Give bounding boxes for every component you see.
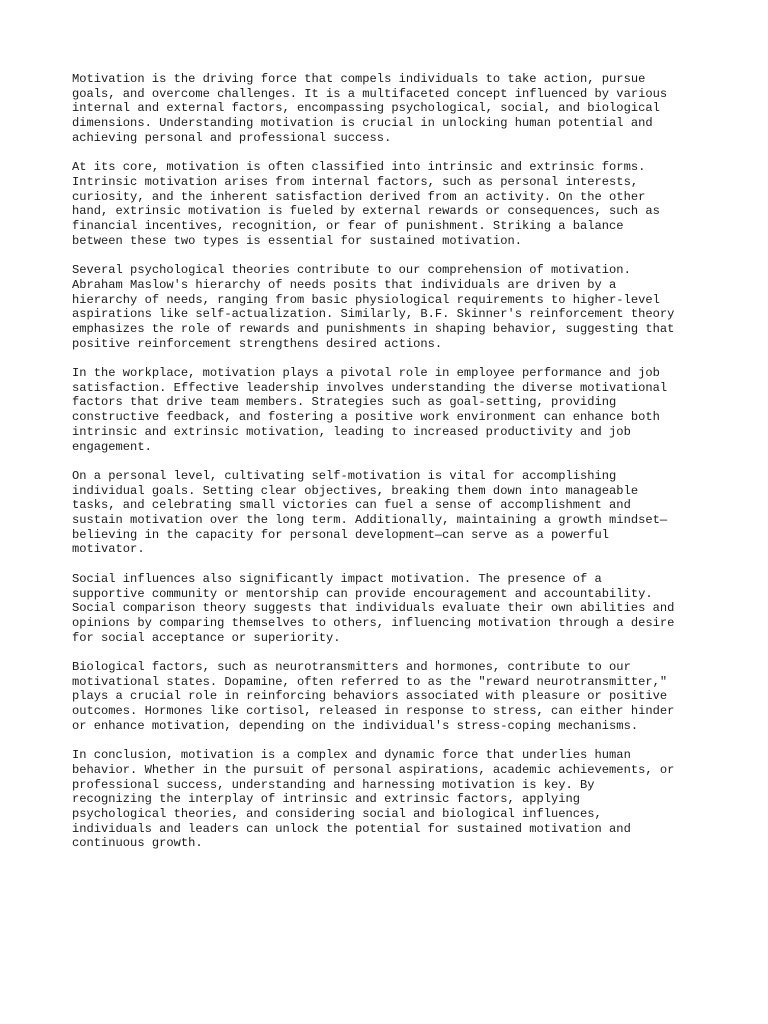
paragraph-intrinsic-extrinsic: At its core, motivation is often classified into intrinsic and extrinsic forms. Intrinsic motivation arises from internal factors, such as personal interests, curiosity, and the inherent satisfaction derived from an activity. On the other hand, extrinsic motivation is fueled by external rewards or consequences, such as financial incentives, recognition, or fear of punishment. Striking a balance between these two types is essential for sustained motivation.	[72, 160, 660, 248]
document-page	[72, 72, 702, 866]
paragraph-conclusion: In conclusion, motivation is a complex and dynamic force that underlies human behavior. Whether in the pursuit of personal aspirations, academic achievements, or professional success, understanding and harnessing motivation is key. By recognizing the interplay of intrinsic and extrinsic factors, applying psychological theories, and considering social and biological influences, individuals and leaders can unlock the potential for sustained motivation and continuous growth.	[72, 748, 675, 851]
paragraph-personal-level: On a personal level, cultivating self-motivation is vital for accomplishing individual goals. Setting clear objectives, breaking them down into manageable tasks, and celebrating small victories can fuel a sense of accomplishment and sustain motivation over the long term. Additionally, maintaining a growth mindset— believing in the capacity for personal development—can serve as a powerful motivator.	[72, 468, 668, 557]
paragraph-workplace: In the workplace, motivation plays a pivotal role in employee performance and job satisfaction. Effective leadership involves understanding the diverse motivational factors that drive team members. Strategies such as goal-setting, providing constructive feedback, and fostering a positive work environment can enhance both intrinsic and extrinsic motivation, leading to increased productivity and job engagement.	[72, 366, 668, 454]
paragraph-social-influences: Social influences also significantly impact motivation. The presence of a supportive community or mentorship can provide encouragement and accountability. Social comparison theory suggests that individuals evaluate their own abilities and opinions by comparing themselves to others, influencing motivation through a desire for social acceptance or superiority.	[72, 571, 675, 645]
paragraph-psychological-theories: Several psychological theories contribute to our comprehension of motivation. Abraham Maslow's hierarchy of needs posits that individuals are driven by a hierarchy of needs, ranging from basic physiological requirements to higher-level aspirations like self-actualization. Similarly, B.F. Skinner's reinforcement theory emphasizes the role of rewards and punishments in shaping behavior, suggesting that positive reinforcement strengthens desired actions.	[72, 263, 675, 351]
paragraph-biological-factors: Biological factors, such as neurotransmitters and hormones, contribute to our motivational states. Dopamine, often referred to as the "reward neurotransmitter," plays a crucial role in reinforcing behaviors associated with pleasure or positive outcomes. Hormones like cortisol, released in response to stress, can either hinder or enhance motivation, depending on the individual's stress-coping mechanisms.	[72, 660, 675, 733]
paragraph-introduction: Motivation is the driving force that compels individuals to take action, pursue goals, and overcome challenges. It is a multifaceted concept influenced by various internal and external factors, encompassing psychological, social, and biological dimensions. Understanding motivation is crucial in unlocking human potential and achieving personal and professional success.	[72, 72, 668, 145]
